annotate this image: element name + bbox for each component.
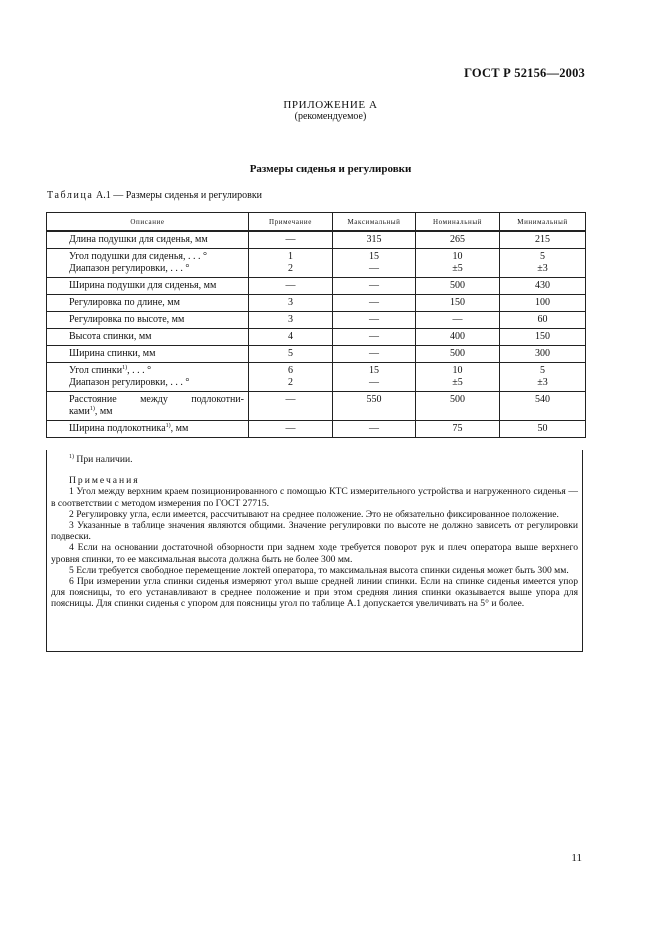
row-minimum: 5 ±3 [500,249,586,278]
row-description: Ширина спинки, мм [47,346,249,363]
row-nominal: 10 ±5 [416,249,500,278]
header-note: Примечание [249,213,333,232]
row-description: Ширина подушки для сиденья, мм [47,278,249,295]
standard-header: ГОСТ Р 52156—2003 [464,66,585,80]
row-description: Угол спинки$^{1)}$, . . . ° Диапазон регулировки, . . . ° [47,363,249,392]
row-note: — [249,392,333,421]
row-maximum: 15 — [333,363,416,392]
row-note: 3 [249,312,333,329]
row-minimum: 100 [500,295,586,312]
table-row [47,346,586,363]
footnote-ref: 1) [89,406,95,412]
row-maximum: 315 [333,231,416,249]
row-minimum: 300 [500,346,586,363]
row-description: Высота спинки, мм [47,329,249,346]
header-nominal: Номинальный [416,213,500,232]
row-description: Ширина подлокотника$^{1)}$, мм [47,421,249,438]
header-maximum: Максимальный [333,213,416,232]
footnote-mark: 1) [69,454,74,460]
table-row [47,392,586,421]
table-header-row [47,213,586,232]
row-maximum: — [333,312,416,329]
row-description: Регулировка по высоте, мм [47,312,249,329]
row-note: 6 2 [249,363,333,392]
footnote-ref: 1) [122,365,128,371]
row-minimum: 60 [500,312,586,329]
row-minimum: 150 [500,329,586,346]
table-row [47,421,586,438]
row-note: 1 2 [249,249,333,278]
row-nominal: 150 [416,295,500,312]
table-caption [47,190,262,201]
row-maximum: 550 [333,392,416,421]
table-row [47,312,586,329]
row-description: Угол подушки для сиденья, . . . ° Диапазон регулировки, . . . ° [47,249,249,278]
table-caption-prefix: Таблица [47,190,94,201]
note-item: 5 Если требуется свободное перемещение локтей оператора, то максимальная высота спинки сиденья может быть 300 мм. [69,564,569,576]
appendix-subtitle: (рекомендуемое) [294,111,367,122]
note-item: 3 Указанные в таблице значения являются общими. Значение регулировки по высоте не должно зависеть от регулировки подвески. [51,520,578,543]
row-note: 5 [249,346,333,363]
row-nominal: 500 [416,392,500,421]
note-item: 6 При измерении угла спинки сиденья измеряют угол выше средней линии спинки. Если на спинке сиденья имеется упор для поясницы, то его устанавливают в среднее положение и при этом средняя линия спинки оказывается выше упора для поясницы. Для спинки сиденья с упором для поясницы угол по таблице А.1 допускается увеличивать на 5° и более. [51,576,578,610]
table-row [47,278,586,295]
row-nominal: 265 [416,231,500,249]
row-maximum: — [333,295,416,312]
notes-heading: Примечания [69,475,140,487]
table-row [47,295,586,312]
row-description: Расстояние между подлокотни- ками$^{1)}$, мм [47,392,249,421]
row-minimum: 430 [500,278,586,295]
row-minimum: 215 [500,231,586,249]
footnote-ref: 1) [165,423,171,429]
row-nominal: 500 [416,278,500,295]
table-row [47,249,586,278]
row-minimum: 5 ±3 [500,363,586,392]
footnote: $^{1)}$ При наличии. [69,454,133,465]
table-row [47,329,586,346]
section-title: Размеры сиденья и регулировки [249,163,412,175]
header-description: Описание [47,213,249,232]
table-notes [46,450,583,652]
appendix-title: ПРИЛОЖЕНИЕ А [283,99,378,111]
dimensions-table [46,212,586,438]
row-maximum: — [333,421,416,438]
row-nominal: 75 [416,421,500,438]
note-item: 4 Если на основании достаточной обзорности при заднем ходе требуется поворот рук и плеч оператора выше верхнего уровня спинки, то ее максимальная высота должна быть не более 300 мм. [51,542,578,565]
row-description: Регулировка по длине, мм [47,295,249,312]
row-note: 3 [249,295,333,312]
row-note: — [249,231,333,249]
header-minimum: Минимальный [500,213,586,232]
row-maximum: — [333,329,416,346]
row-nominal: 500 [416,346,500,363]
table-row [47,363,586,392]
row-nominal: 400 [416,329,500,346]
row-minimum: 50 [500,421,586,438]
row-description: Длина подушки для сиденья, мм [47,231,249,249]
row-nominal: — [416,312,500,329]
table-row [47,231,586,249]
row-note: 4 [249,329,333,346]
page-number: 11 [571,852,582,864]
row-nominal: 10 ±5 [416,363,500,392]
row-note: — [249,278,333,295]
note-item: 2 Регулировку угла, если имеется, рассчитывают на среднее положение. Это не обязательно фиксированное положение. [69,508,559,520]
note-item: 1 Угол между верхним краем позиционированного с помощью КТС измерительного устройства и нагруженного сиденья — в соответствии с методом измерения по ГОСТ 27715. [51,486,578,509]
row-maximum: — [333,278,416,295]
row-maximum: 15 — [333,249,416,278]
table-caption-text: А.1 — Размеры сиденья и регулировки [93,190,263,201]
row-maximum: — [333,346,416,363]
row-note: — [249,421,333,438]
row-minimum: 540 [500,392,586,421]
appendix-heading [0,99,661,122]
